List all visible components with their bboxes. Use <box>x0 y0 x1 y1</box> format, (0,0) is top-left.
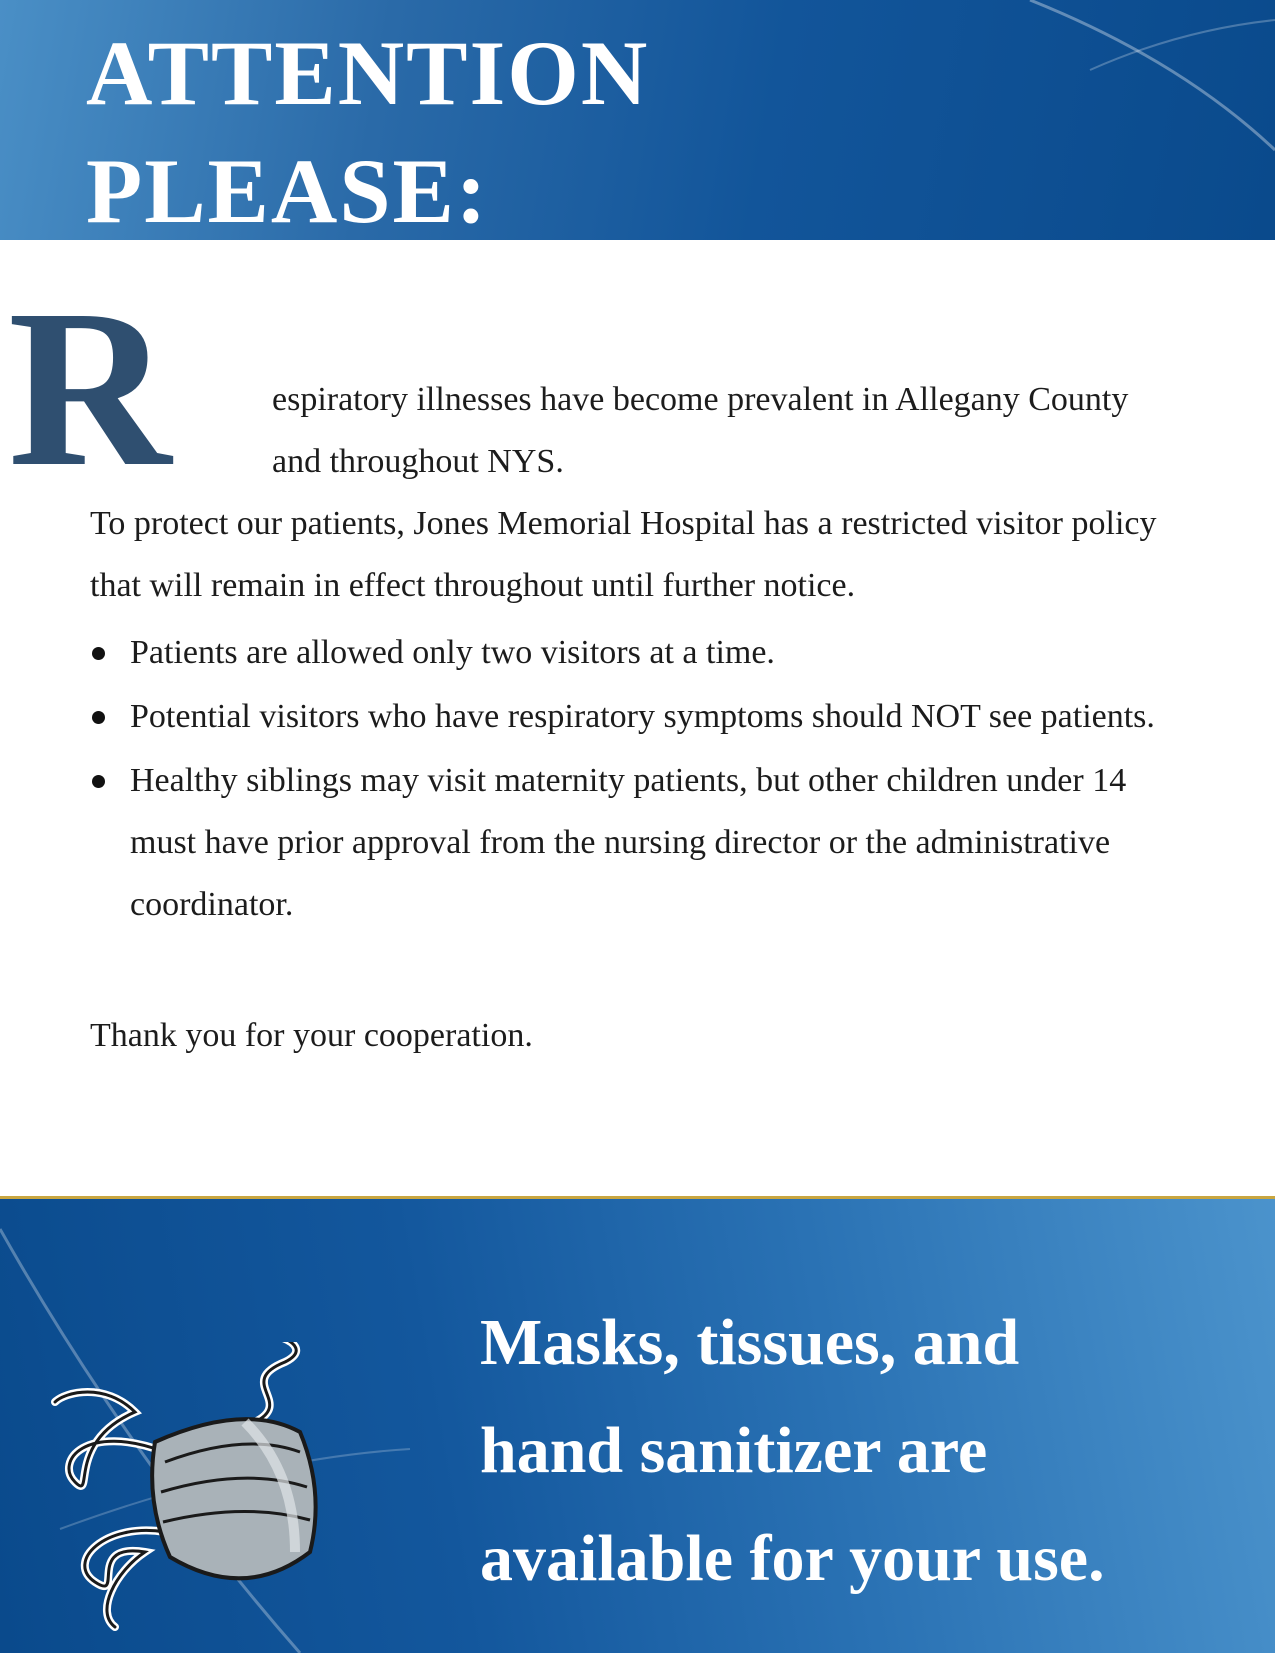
bullet-icon <box>92 775 105 788</box>
supplies-line-3: available for your use. <box>480 1522 1105 1595</box>
bullet-icon <box>92 647 105 660</box>
header-banner <box>0 0 1275 240</box>
supplies-message <box>480 1289 1240 1613</box>
list-item <box>90 750 1190 936</box>
footer-banner <box>0 1196 1275 1653</box>
rule-text: Potential visitors who have respiratory symptoms should NOT see patients. <box>130 698 1155 735</box>
face-mask-icon <box>45 1342 345 1632</box>
title-line-1: ATTENTION <box>86 22 650 124</box>
page-title <box>86 14 649 240</box>
rule-text: Healthy siblings may visit maternity patients, but other children under 14 must have prior approval from the nursing director or the administrative coordinator. <box>130 762 1127 923</box>
intro-paragraph: espiratory illnesses have become prevalent in Allegany County and throughout NYS. <box>272 381 1129 480</box>
visitor-rules-list <box>90 622 1190 938</box>
list-item <box>90 686 1190 748</box>
title-line-2: PLEASE: <box>86 140 489 240</box>
list-item <box>90 622 1190 684</box>
policy-paragraph: To protect our patients, Jones Memorial Hospital has a restricted visitor policy that will remain in effect throughout until further notice. <box>90 505 1157 604</box>
closing-line: Thank you for your cooperation. <box>90 1017 533 1054</box>
drop-cap-letter: R <box>8 263 172 513</box>
supplies-line-2: hand sanitizer are <box>480 1414 988 1487</box>
rule-text: Patients are allowed only two visitors at a time. <box>130 634 775 671</box>
bullet-icon <box>92 711 105 724</box>
supplies-line-1: Masks, tissues, and <box>480 1306 1020 1379</box>
